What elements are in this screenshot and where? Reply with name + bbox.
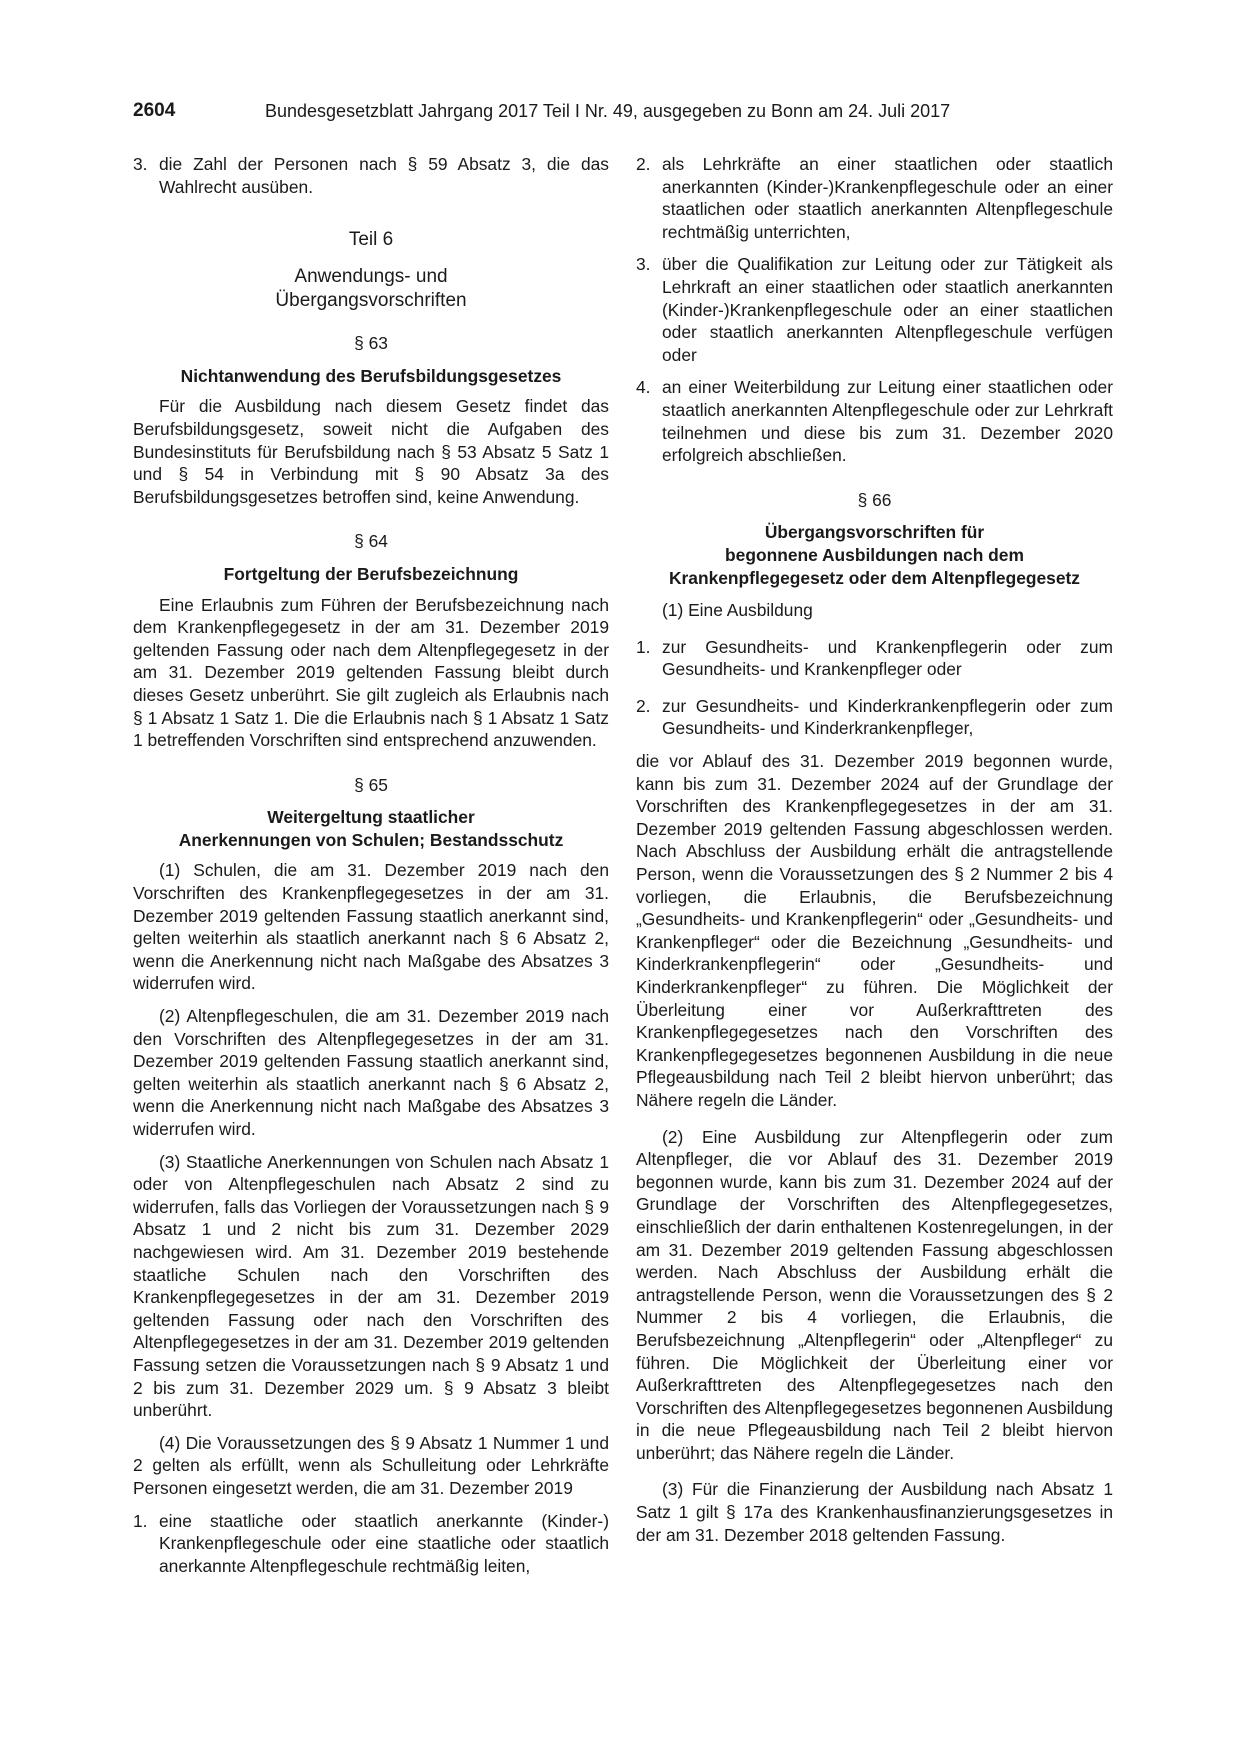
section-66-paragraph-2: (2) Eine Ausbildung zur Altenpflegerin oder zum Altenpfleger, die vor Ablauf des 31. Dezember 2019 begonnen wurde, kann bis zum 31. Dezember 2024 auf der Grundlage der Vorschriften des Altenpflegegesetzes, einschließlich der darin enthaltenen Kostenregelungen, in der am 31. Dezember 2019 geltenden Fassung abgeschlossen werden. Nach Abschluss der Ausbildung erhält die antragstellende Person, wenn die Voraussetzungen des § 2 Nummer 2 bis 4 vorliegen, die Erlaubnis, die Berufsbezeichnung „Altenpflegerin“ oder „Altenpfleger“ zu führen. Die Möglichkeit der Überleitung einer vor Außerkrafttreten des Altenpflegegesetzes nach den Vorschriften des Altenpflegegesetzes begonnenen Ausbildung in die neue Pflegeausbildung nach Teil 2 bleibt hiervon unberührt; das Nähere regeln die Länder. [636, 1126, 1113, 1463]
part-title-line-2: Übergangsvorschriften [275, 290, 467, 312]
item-text: als Lehrkräfte an einer staatlichen oder staatlich anerkannten (Kinder-)Krankenpflegeschule oder an einer staatlichen oder staatlich anerkannten Altenpflegeschule rechtmäßig unterrichten, [662, 154, 1113, 242]
item-text: eine staatliche oder staatlich anerkannte (Kinder-) Krankenpflegeschule oder eine staatliche oder staatlich anerkannte Altenpflegeschule rechtmäßig leiten, [159, 1510, 609, 1576]
list-item [636, 153, 1113, 243]
section-63-paragraph: Für die Ausbildung nach diesem Gesetz findet das Berufsbildungsgesetz, soweit nicht die Aufgaben des Bundesinstituts für Berufsbildung nach § 53 Absatz 5 Satz 1 und § 54 in Verbindung mit § 90 Absatz 3a des Berufsbildungsgesetzes betroffen sind, keine Anwendung. [133, 396, 609, 507]
section-66-paragraph-3: (3) Für die Finanzierung der Ausbildung nach Absatz 1 Satz 1 gilt § 17a des Krankenhausfinanzierungsgesetzes in der am 31. Dezember 2018 geltenden Fassung. [636, 1479, 1113, 1545]
running-head: Bundesgesetzblatt Jahrgang 2017 Teil I Nr. 49, ausgegeben zu Bonn am 24. Juli 2017 [265, 101, 951, 121]
item-text: zur Gesundheits- und Krankenpflegerin oder zum Gesundheits- und Krankenpfleger oder [662, 636, 1113, 680]
list-item [636, 636, 1113, 681]
item-text: die Zahl der Personen nach § 59 Absatz 3, die das Wahlrecht ausüben. [159, 154, 609, 197]
section-title-63: Nichtanwendung des Berufsbildungsgesetzes [180, 365, 562, 386]
list-item [636, 253, 1113, 366]
left-column [133, 153, 609, 1587]
list-item [636, 376, 1113, 466]
item-number: 2. [636, 695, 651, 716]
section-number-65: § 65 [354, 774, 388, 795]
page-header [133, 100, 1113, 124]
list-item [133, 153, 609, 198]
item-number: 3. [133, 154, 148, 174]
section-65-paragraph-2: (2) Altenpflegeschulen, die am 31. Dezember 2019 nach den Vorschriften des Altenpflegegesetzes in der am 31. Dezember 2019 geltenden Fassung staatlich anerkannt sind, gelten weiterhin als staatlich anerkannt nach § 6 Absatz 2, wenn die Anerkennung nicht nach Maßgabe des Absatzes 3 widerrufen wird. [133, 1006, 609, 1139]
section-number-66: § 66 [857, 489, 892, 510]
section-title-66-line-2: begonnene Ausbildungen nach dem [725, 544, 1024, 565]
item-text: an einer Weiterbildung zur Leitung einer staatlichen oder staatlich anerkannten Altenpflegeschule oder zur Lehrkraft teilnehmen und diese bis zum 31. Dezember 2020 erfolgreich abschließen. [662, 377, 1113, 466]
section-66-paragraph-1-intro: (1) Eine Ausbildung [662, 600, 813, 621]
section-65-paragraph-3: (3) Staatliche Anerkennungen von Schulen nach Absatz 1 oder von Altenpflegeschulen nach Absatz 2 sind zu widerrufen, falls das Vorliegen der Voraussetzungen nach § 9 Absatz 1 und 2 nicht bis zum 31. Dezember 2029 nachgewiesen wird. Am 31. Dezember 2019 bestehende staatliche Schulen nach den Vorschriften des Krankenpflegegesetzes in der am 31. Dezember 2019 geltenden Fassung oder nach den Vorschriften des Altenpflegegesetzes in der am 31. Dezember 2019 geltenden Fassung setzen die Voraussetzungen nach § 9 Absatz 1 und 2 bis zum 31. Dezember 2029 um. § 9 Absatz 3 bleibt unberührt. [133, 1151, 609, 1421]
part-title-line-1: Anwendungs- und [294, 266, 448, 288]
section-65-paragraph-4: (4) Die Voraussetzungen des § 9 Absatz 1 Nummer 1 und 2 gelten als erfüllt, wenn als Schulleitung oder Lehrkräfte Personen eingesetzt werden, die am 31. Dezember 2019 [133, 1432, 609, 1498]
page-number: 2604 [133, 100, 176, 121]
item-number: 2. [636, 154, 651, 174]
item-number: 4. [636, 377, 651, 398]
section-number-63: § 63 [354, 333, 388, 354]
list-item [636, 695, 1113, 740]
section-64-paragraph: Eine Erlaubnis zum Führen der Berufsbezeichnung nach dem Krankenpflegegesetz in der am 31. Dezember 2019 geltenden Fassung oder nach dem Altenpflegegesetz in der am 31. Dezember 2019 geltenden Fassung bleibt durch dieses Gesetz unberührt. Sie gilt zugleich als Erlaubnis nach § 1 Absatz 1 Satz 1. Die die Erlaubnis nach § 1 Absatz 1 Satz 1 betreffenden Vorschriften sind entsprechend anzuwenden. [133, 594, 609, 751]
section-title-66-line-1: Übergangsvorschriften für [764, 522, 985, 543]
section-66-paragraph-1-continued: die vor Ablauf des 31. Dezember 2019 begonnen wurde, kann bis zum 31. Dezember 2024 auf der Grundlage der Vorschriften des Krankenpflegegesetzes in der am 31. Dezember 2019 geltenden Fassung abgeschlossen werden. Nach Abschluss der Ausbildung erhält die antragstellende Person, wenn die Voraussetzungen des § 2 Nummer 2 bis 4 vorliegen, die Erlaubnis, die Berufsbezeichnung „Gesundheits- und Krankenpflegerin“ oder „Gesundheits- und Krankenpfleger“ oder die Bezeichnung „Gesundheits- und Kinderkrankenpflegerin“ oder „Gesundheits- und Kinderkrankenpfleger“ zu führen. Die Möglichkeit der Überleitung einer vor Außerkrafttreten des Krankenpflegegesetzes nach den Vorschriften des Krankenpflegegesetzes begonnenen Ausbildung in die neue Pflegeausbildung nach Teil 2 bleibt hiervon unberührt; das Nähere regeln die Länder. [636, 751, 1113, 1110]
section-title-66-line-3: Krankenpflegegesetz oder dem Altenpflegegesetz [668, 567, 1081, 588]
section-title-64: Fortgeltung der Berufsbezeichnung [223, 563, 519, 584]
section-title-65-line-1: Weitergeltung staatlicher [267, 807, 475, 828]
list-item [133, 1510, 609, 1578]
item-number: 3. [636, 254, 651, 275]
item-text: über die Qualifikation zur Leitung oder zur Tätigkeit als Lehrkraft an einer staatlichen oder staatlich anerkannten (Kinder-)Krankenpflegeschule oder an einer staatlichen oder staatlich anerkannten Altenpflegeschule verfügen oder [662, 254, 1113, 365]
section-65-paragraph-1: (1) Schulen, die am 31. Dezember 2019 nach den Vorschriften des Krankenpflegegesetzes in der am 31. Dezember 2019 geltenden Fassung staatlich anerkannt sind, gelten weiterhin als staatlich anerkannt nach § 6 Absatz 2, wenn die Anerkennung nicht nach Maßgabe des Absatzes 3 widerrufen wird. [133, 860, 609, 994]
section-title-65-line-2: Anerkennungen von Schulen; Bestandsschutz [178, 829, 564, 850]
item-number: 1. [636, 636, 651, 657]
section-number-64: § 64 [354, 531, 388, 552]
item-number: 1. [133, 1510, 148, 1531]
item-text: zur Gesundheits- und Kinderkrankenpflegerin oder zum Gesundheits- und Kinderkrankenpfleger, [662, 695, 1113, 739]
right-column [636, 153, 1113, 1546]
part-label: Teil 6 [348, 229, 394, 251]
